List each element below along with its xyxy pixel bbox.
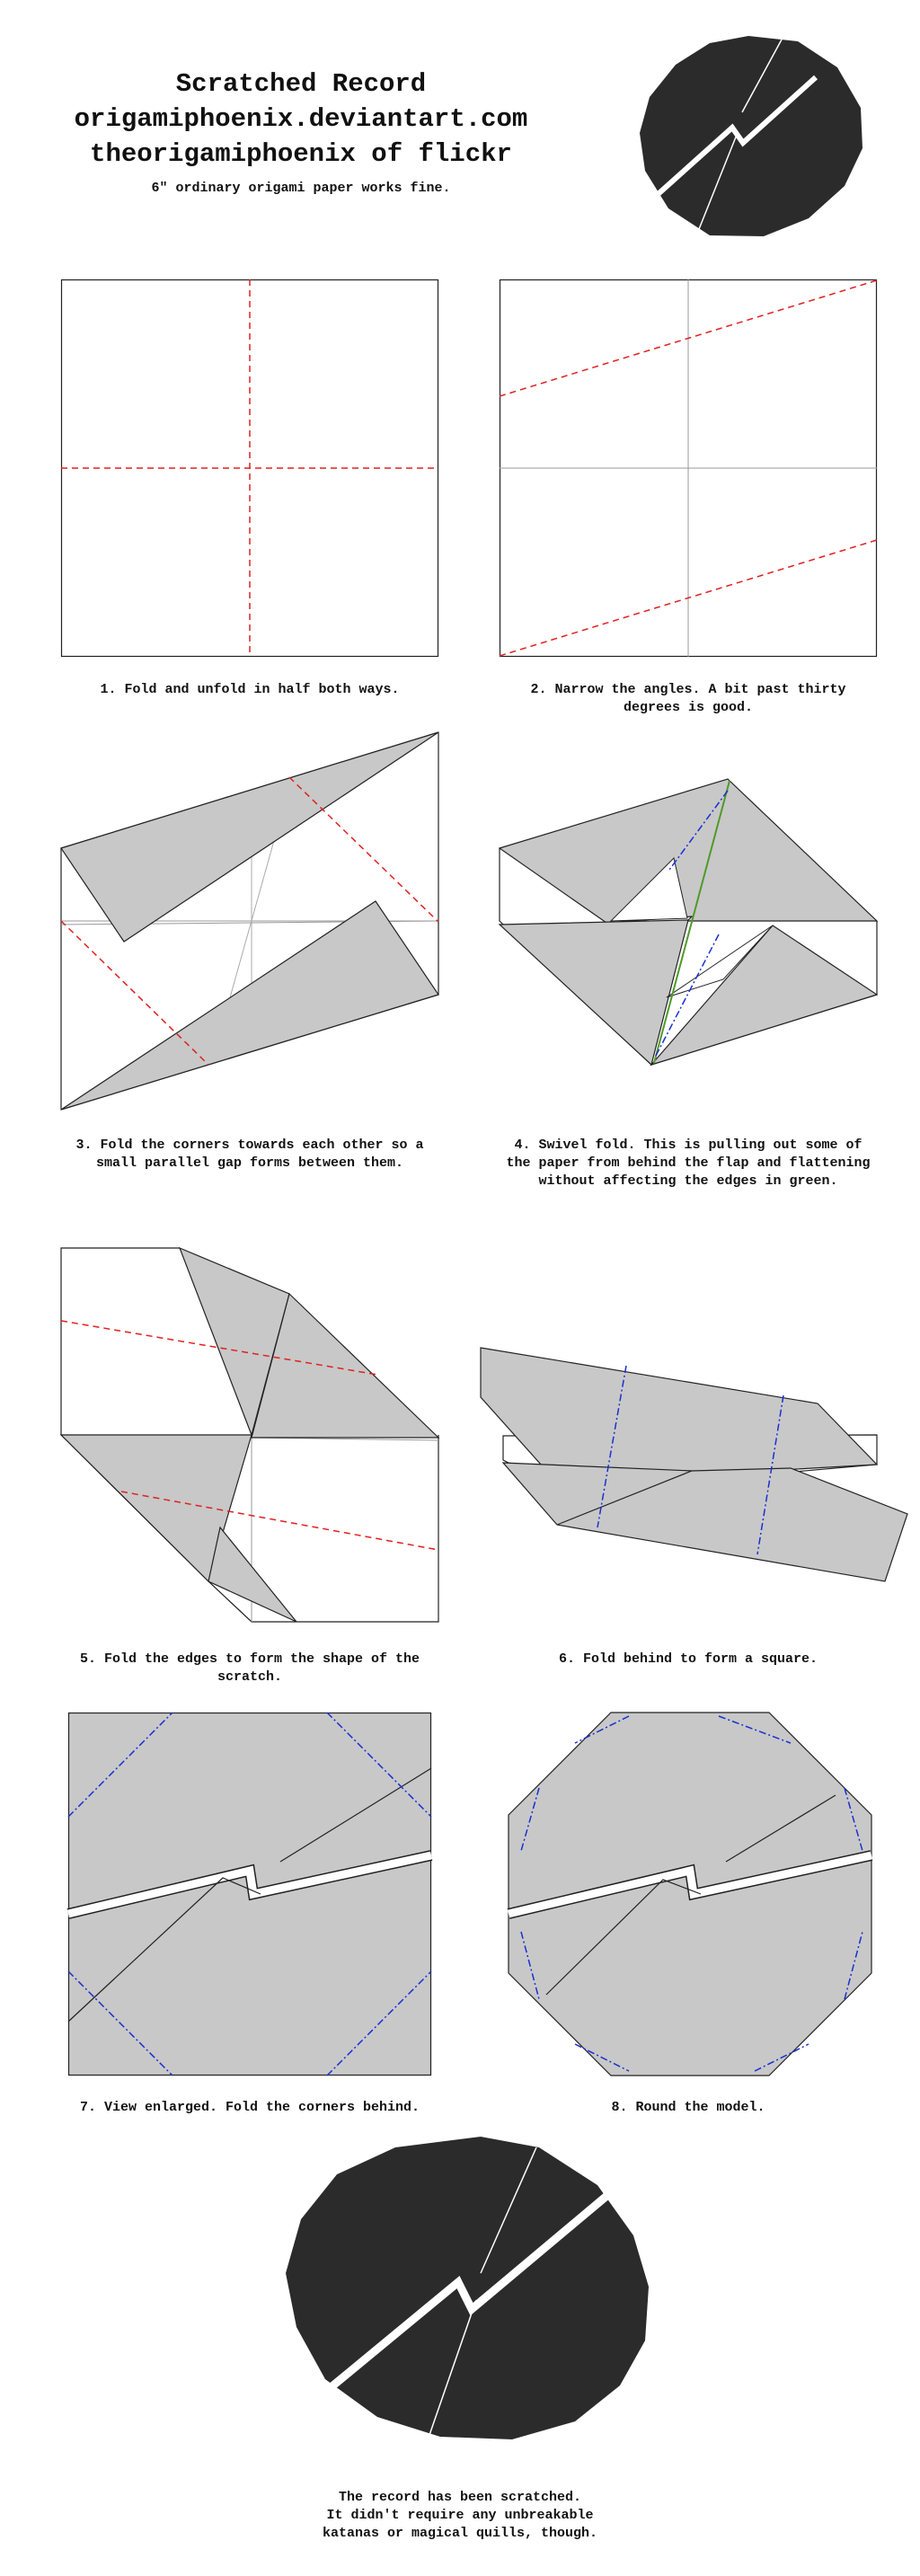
step-4-label: 4. Swivel fold. This is pulling out some of the paper from behind the flap and flattening without affecting the edges in green. — [506, 1138, 871, 1189]
step-4-diagram — [500, 777, 877, 1065]
step-1-label: 1. Fold and unfold in half both ways. — [100, 682, 400, 697]
step-6-diagram — [500, 1345, 877, 1588]
final-caption — [190, 2489, 730, 2543]
step-3-diagram — [61, 732, 438, 1110]
final-caption-line-2: It didn't require any unbreakable — [326, 2508, 594, 2523]
step-6-upper-panel — [481, 1348, 877, 1483]
title-line-3: theorigamiphoenix of flickr — [90, 139, 512, 169]
final-record-disc — [286, 2137, 649, 2439]
final-record-image — [279, 2134, 656, 2448]
step-2-label: 2. Narrow the angles. A bit past thirty degrees is good. — [530, 682, 846, 715]
final-caption-line-3: katanas or magical quills, though. — [322, 2526, 598, 2541]
step-1-diagram — [61, 279, 438, 657]
step-7-label: 7. View enlarged. Fold the corners behind. — [79, 2100, 420, 2115]
step-6-label: 6. Fold behind to form a square. — [558, 1651, 818, 1667]
step-7-diagram — [68, 1713, 431, 2076]
step-5-diagram — [61, 1246, 438, 1624]
title-line-2: origamiphoenix.deviantart.com — [74, 104, 528, 134]
step-2-diagram — [500, 279, 877, 657]
step-3-label: 3. Fold the corners towards each other so a small parallel gap forms between them. — [75, 1138, 424, 1171]
step-8-label: 8. Round the model. — [611, 2100, 765, 2115]
paper-note: 6" ordinary origami paper works fine. — [151, 181, 451, 196]
title-line-1: Scratched Record — [175, 69, 427, 99]
step-5-label: 5. Fold the edges to form the shape of the scratch. — [79, 1651, 420, 1685]
step-8-diagram — [509, 1713, 871, 2076]
record-preview-image — [629, 31, 871, 246]
title-block — [36, 66, 566, 172]
final-caption-line-1: The record has been scratched. — [338, 2490, 582, 2505]
